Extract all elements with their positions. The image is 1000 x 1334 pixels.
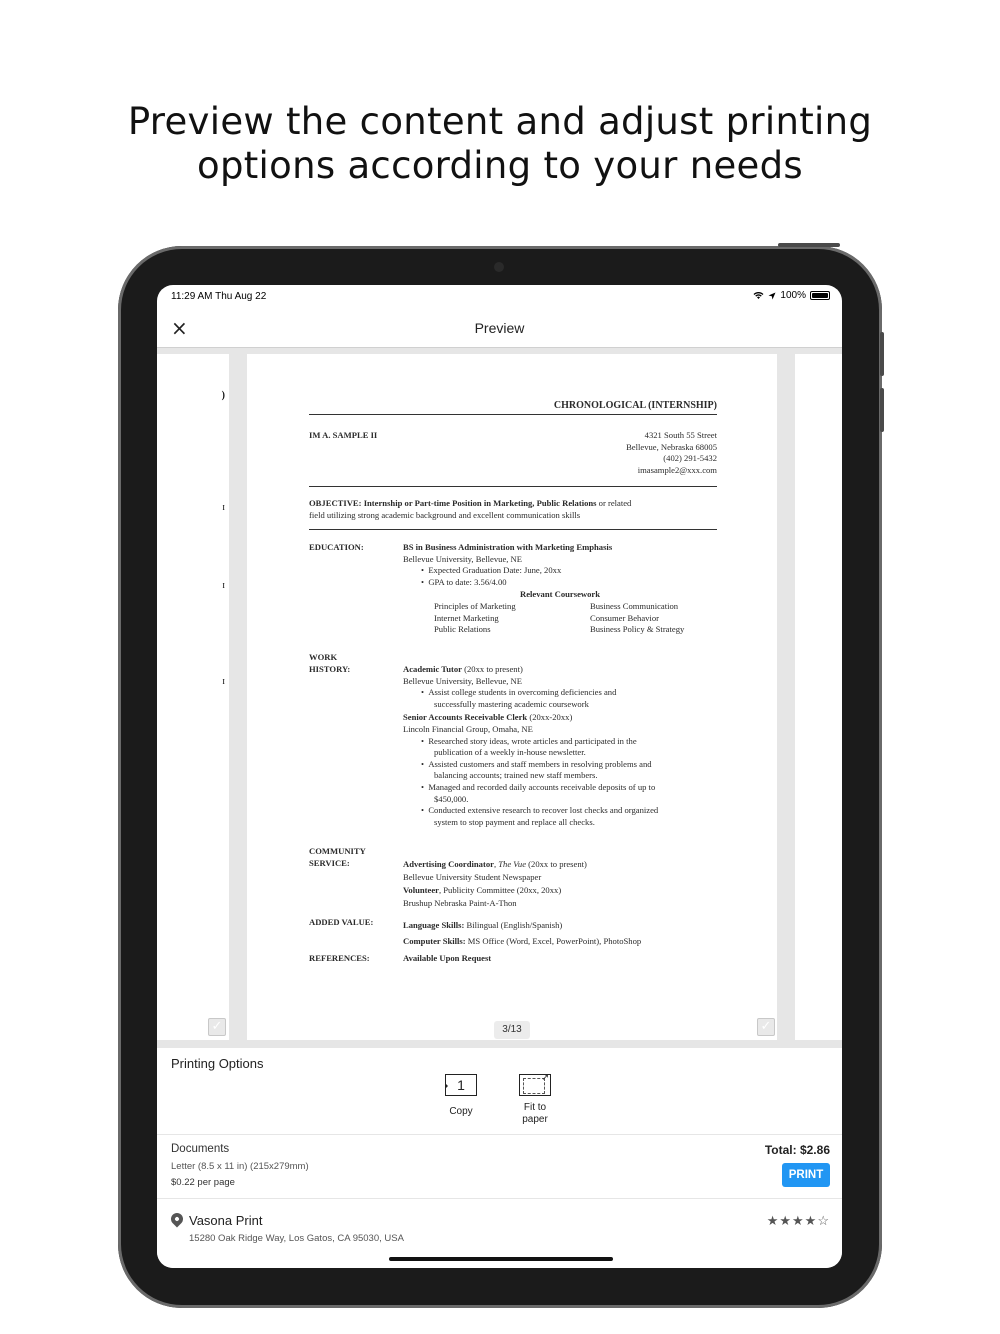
location-name: Vasona Print <box>189 1213 263 1228</box>
battery-icon <box>810 291 830 300</box>
course: Business Policy & Strategy <box>590 624 685 635</box>
course: Public Relations <box>434 624 491 635</box>
added1-rest: Bilingual (English/Spanish) <box>464 920 563 930</box>
job1-bullet-cont: successfully mastering academic coursework <box>434 698 589 709</box>
printing-options <box>157 1042 842 1135</box>
degree: BS in Business Administration with Marketing Emphasis <box>403 542 613 552</box>
work-section <box>403 664 717 828</box>
references-value: Available Upon Request <box>403 953 492 963</box>
page-fragment: ɪ <box>222 676 225 687</box>
work-label-1: WORK <box>309 652 338 662</box>
job2-bullet: • Conducted extensive research to recover lost checks and organized <box>421 805 659 816</box>
fit-to-paper-option[interactable] <box>513 1074 557 1126</box>
edu-bullet: • Expected Graduation Date: June, 20xx <box>421 565 562 576</box>
paper-size: Letter (8.5 x 11 in) (215x279mm) <box>171 1161 309 1172</box>
added-value-section <box>403 917 717 949</box>
nav-title: Preview <box>474 320 525 336</box>
job1-dates: (20xx to present) <box>461 664 523 674</box>
home-indicator[interactable] <box>389 1257 613 1261</box>
coursework-list <box>403 601 717 636</box>
battery-percent: 100% <box>780 290 806 301</box>
comm2-rest: , Publicity Committee (20xx, 20xx) <box>438 885 562 895</box>
doc-header: CHRONOLOGICAL (INTERNSHIP) <box>553 400 717 411</box>
copy-option[interactable] <box>443 1074 479 1117</box>
headline <box>0 100 1000 188</box>
copy-count[interactable]: 1 <box>445 1074 477 1096</box>
page-select-checkbox[interactable]: ✓ <box>757 1018 775 1036</box>
added2-bold: Computer Skills: <box>403 936 466 946</box>
location-pin-icon <box>169 1211 186 1228</box>
objective-rest: or related <box>596 498 632 508</box>
course: Consumer Behavior <box>590 612 659 623</box>
top-button <box>778 243 840 247</box>
printing-options-label: Printing Options <box>171 1056 264 1071</box>
job1-title: Academic Tutor <box>403 664 462 674</box>
comm2-bold: Volunteer <box>403 885 439 895</box>
added2-rest: MS Office (Word, Excel, PowerPoint), PhotoShop <box>465 936 642 946</box>
comm1-org: Bellevue University Student Newspaper <box>403 872 542 882</box>
close-icon[interactable]: × <box>171 316 188 340</box>
job2-bullet-cont: publication of a weekly in-house newsletter. <box>434 747 586 758</box>
doc-address <box>626 430 717 476</box>
address-line: Bellevue, Nebraska 68005 <box>626 441 717 452</box>
community-label-2: SERVICE: <box>309 857 350 868</box>
added-value-label: ADDED VALUE: <box>309 917 374 927</box>
total-price: Total: $2.86 <box>764 1143 830 1157</box>
edu-bullet-text: GPA to date: 3.56/4.00 <box>428 576 507 587</box>
school: Bellevue University, Bellevue, NE <box>403 553 523 564</box>
page-fragment: ɪ <box>222 580 225 591</box>
doc-name: IM A. SAMPLE II <box>309 430 378 440</box>
front-camera <box>494 262 504 272</box>
divider <box>309 414 717 415</box>
nav-bar <box>157 309 842 348</box>
objective <box>309 498 717 521</box>
job2-bullet: • Researched story ideas, wrote articles and participated in the <box>421 735 637 746</box>
comm2-org: Brushup Nebraska Paint-A-Thon <box>403 898 517 908</box>
fit-to-paper-icon[interactable] <box>519 1074 551 1096</box>
course: Internet Marketing <box>434 612 499 623</box>
fit-label-1: Fit to <box>523 1102 547 1113</box>
app-screen <box>157 285 842 1268</box>
course: Business Communication <box>590 600 679 611</box>
community-section: Advertising Coordinator, The Vue (20xx to present) Bellevue University Student Newspaper Volunteer, Publicity Committee (20xx, 20xx) Brushup Nebraska Paint-A-Thon <box>403 858 717 910</box>
page-fragment: ) <box>221 390 225 401</box>
fit-label-2: paper <box>522 1114 548 1125</box>
objective-line-2: field utilizing strong academic background and excellent communication skills <box>309 509 581 520</box>
bullet-text: Conducted extensive research to recover lost checks and organized <box>428 805 659 816</box>
current-page-preview[interactable] <box>247 354 777 1040</box>
page-fragment: ɪ <box>222 502 225 513</box>
job1-org: Bellevue University, Bellevue, NE <box>403 675 523 686</box>
address-line: imasample2@xxx.com <box>637 464 717 475</box>
price-per-page: $0.22 per page <box>171 1177 235 1188</box>
address-line: 4321 South 55 Street <box>644 430 717 440</box>
volume-up-button <box>880 332 884 376</box>
page-indicator: 3/13 <box>494 1021 530 1039</box>
next-page-thumbnail[interactable] <box>795 354 842 1040</box>
community-label-1: COMMUNITY <box>309 846 366 856</box>
headline-line-2: options according to your needs <box>197 144 803 187</box>
job2-org: Lincoln Financial Group, Omaha, NE <box>403 723 533 734</box>
edu-bullet-text: Expected Graduation Date: June, 20xx <box>428 565 562 576</box>
volume-down-button <box>880 388 884 432</box>
comm1-bold: Advertising Coordinator <box>403 859 494 869</box>
job2-bullet: • Assisted customers and staff members in resolving problems and <box>421 758 652 769</box>
headline-line-1: Preview the content and adjust printing <box>127 100 873 143</box>
edu-bullet: • GPA to date: 3.56/4.00 <box>421 576 507 587</box>
documents-summary <box>157 1135 842 1199</box>
copy-label: Copy <box>449 1106 473 1117</box>
previous-page-thumbnail[interactable] <box>157 354 229 1040</box>
objective-label: OBJECTIVE: <box>309 498 362 508</box>
work-label <box>309 652 350 675</box>
comm1-rest: (20xx to present) <box>526 859 587 869</box>
community-label <box>309 846 366 869</box>
documents-title: Documents <box>171 1143 230 1155</box>
objective-bold: Internship or Part-time Position in Marketing, Public Relations <box>363 498 597 508</box>
print-button[interactable]: PRINT <box>782 1163 830 1187</box>
job2-bullet-cont: $450,000. <box>434 793 469 804</box>
divider <box>309 486 717 487</box>
comm1-italic: The Vue <box>498 859 527 869</box>
education-label: EDUCATION: <box>309 542 364 552</box>
job2-dates: (20xx-20xx) <box>527 712 573 723</box>
bullet-text: Assisted customers and staff members in resolving problems and <box>428 758 652 769</box>
rating-stars: ★★★★☆ <box>766 1213 830 1228</box>
education-section <box>403 542 717 636</box>
course: Principles of Marketing <box>434 600 516 611</box>
job2-bullet: • Managed and recorded daily accounts receivable deposits of up to <box>421 781 656 792</box>
location-address: 15280 Oak Ridge Way, Los Gatos, CA 95030, USA <box>189 1233 404 1244</box>
fit-to-paper-label <box>513 1102 557 1126</box>
wifi-icon <box>753 291 764 300</box>
address-line: (402) 291-5432 <box>663 453 717 464</box>
job1-bullet: • Assist college students in overcoming deficiencies and <box>421 687 617 698</box>
work-label-2: HISTORY: <box>309 663 351 674</box>
preview-carousel[interactable] <box>157 348 842 1042</box>
page-select-checkbox[interactable]: ✓ <box>208 1018 226 1036</box>
status-bar <box>157 285 842 309</box>
status-time: 11:29 AM Thu Aug 22 <box>171 291 267 302</box>
coursework-title: Relevant Coursework <box>520 589 600 600</box>
bullet-text: Researched story ideas, wrote articles and participated in the <box>428 735 637 746</box>
job2-title: Senior Accounts Receivable Clerk <box>403 712 528 723</box>
location-arrow-icon <box>768 292 776 300</box>
job2-bullet-cont: system to stop payment and replace all checks. <box>434 816 595 827</box>
divider <box>309 529 717 530</box>
added1-bold: Language Skills: <box>403 920 465 930</box>
status-right <box>753 290 830 301</box>
bullet-text: Managed and recorded daily accounts receivable deposits of up to <box>428 781 656 792</box>
bullet-text: Assist college students in overcoming deficiencies and <box>428 687 617 698</box>
job2-bullet-cont: balancing accounts; trained new staff members. <box>434 770 598 781</box>
references-label: REFERENCES: <box>309 953 370 963</box>
